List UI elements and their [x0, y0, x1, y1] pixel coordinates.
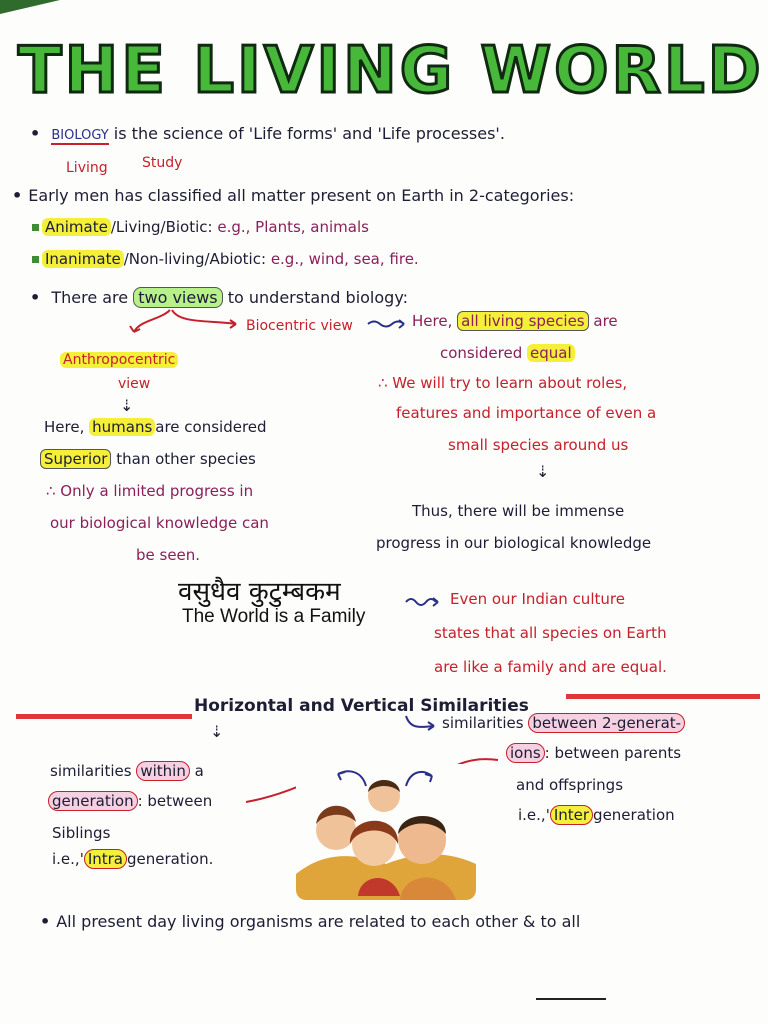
anthro-line3: ∴ Only a limited progress in: [46, 482, 254, 500]
anthropocentric-label: [60, 352, 178, 368]
inter-term: Inter: [550, 805, 593, 825]
left-sim-l1a: similarities: [50, 762, 132, 780]
anthro-line5: be seen.: [136, 546, 201, 564]
left-sim-l1c: a: [194, 762, 204, 780]
right-sim-l4a: i.e.,': [518, 806, 550, 824]
squiggle-arrow-icon: [404, 592, 444, 612]
sanskrit-phrase: वसुधैव कुटुम्बकम: [178, 577, 341, 607]
biology-term: BIOLOGY: [51, 128, 109, 143]
animate-examples: e.g., Plants, animals: [217, 218, 369, 236]
intra-term: Intra: [84, 849, 127, 869]
left-sim-line3: Siblings: [52, 824, 111, 842]
final-statement: • All present day living organisms are related to each other & to all: [40, 912, 580, 931]
biocentric-line7: progress in our biological knowledge: [376, 534, 652, 552]
left-sim-line2: [48, 792, 212, 810]
note-study: Study: [142, 155, 183, 171]
left-sim-l4c: generation.: [127, 850, 214, 868]
biocentric-label: Biocentric view: [246, 318, 353, 334]
anthro-line1: [44, 418, 267, 436]
views-post: to understand biology:: [227, 288, 409, 307]
culture-line2: states that all species on Earth: [434, 624, 667, 642]
inanimate-examples: e.g., wind, sea, fire.: [270, 250, 419, 268]
arrow-right-icon: [404, 714, 440, 736]
page-title: THE LIVING WORLD: [18, 34, 764, 108]
swirl-arrow-icon: ⇣: [120, 396, 134, 415]
animate-synonyms: /Living/Biotic:: [110, 218, 213, 236]
classification-line: • Early men has classified all matter present on Earth in 2-categories:: [12, 186, 574, 205]
anthro-line2: [40, 450, 256, 468]
culture-line3: are like a family and are equal.: [434, 658, 667, 676]
ions-term: ions: [506, 743, 545, 763]
section-divider-right: [566, 694, 760, 699]
two-views-term: two views: [133, 287, 222, 308]
views-pre: There are: [51, 288, 129, 307]
right-sim-line2: [506, 744, 681, 762]
biocentric-line5: small species around us: [448, 436, 629, 454]
inanimate-synonyms: /Non-living/Abiotic:: [123, 250, 267, 268]
section-divider-left: [16, 714, 192, 719]
biocentric-line1: [412, 312, 618, 330]
right-sim-line4: [518, 806, 675, 824]
within-term: within: [136, 761, 190, 781]
superior-term: Superior: [40, 449, 111, 469]
animate-term: Animate: [42, 218, 111, 236]
right-sim-line3: and offsprings: [516, 776, 624, 794]
biocentric-line4: features and importance of even a: [396, 404, 657, 422]
between-generations-term: between 2-generat-: [528, 713, 685, 733]
humans-term: humans: [89, 418, 155, 436]
left-sim-line1: [50, 762, 204, 780]
biocentric-line3: ∴ We will try to learn about roles,: [378, 374, 628, 392]
footer-rule: [536, 998, 606, 1000]
biocentric-line2: [440, 344, 575, 362]
left-sim-line4: [52, 850, 213, 868]
right-sim-l2b: : between parents: [544, 744, 682, 762]
anthro-l1a: Here,: [44, 418, 85, 436]
inanimate-term: Inanimate: [42, 250, 124, 268]
right-sim-l4c: generation: [593, 806, 675, 824]
generation-term: generation: [48, 791, 138, 811]
swirl-arrow-icon: ⇣: [536, 462, 550, 481]
biology-definition-text: is the science of 'Life forms' and 'Life processes'.: [113, 124, 505, 143]
biology-definition: [30, 124, 505, 143]
anthro-line4: our biological knowledge can: [50, 514, 269, 532]
all-living-species: all living species: [457, 311, 589, 331]
right-sim-line1: [442, 714, 685, 732]
anthropocentric-term: Anthropocentric: [60, 352, 178, 368]
bullet-square-icon: [32, 224, 39, 231]
culture-line1: Even our Indian culture: [450, 590, 625, 608]
biocentric-l2a: considered: [440, 344, 523, 362]
anthro-l2b: than other species: [116, 450, 256, 468]
sanskrit-translation: The World is a Family: [182, 606, 366, 627]
right-sim-l1a: similarities: [442, 714, 524, 732]
anthropocentric-view-label: view: [118, 376, 151, 392]
equal-term: equal: [527, 344, 575, 362]
biocentric-line6: Thus, there will be immense: [412, 502, 625, 520]
bullet-square-icon: [32, 256, 39, 263]
biocentric-l1c: are: [593, 312, 618, 330]
corner-decoration: [0, 0, 60, 14]
anthro-l1c: are considered: [155, 418, 267, 436]
biocentric-l1a: Here,: [412, 312, 453, 330]
section-title: Horizontal and Vertical Similarities: [194, 696, 529, 716]
inanimate-line: [32, 250, 419, 268]
left-sim-l2b: : between: [137, 792, 213, 810]
left-sim-l4a: i.e.,': [52, 850, 84, 868]
two-views-line: [30, 288, 408, 307]
note-living: Living: [66, 160, 108, 176]
animate-line: [32, 218, 369, 236]
swirl-arrow-icon: ⇣: [210, 722, 224, 741]
family-arrows-icon: [326, 762, 446, 792]
